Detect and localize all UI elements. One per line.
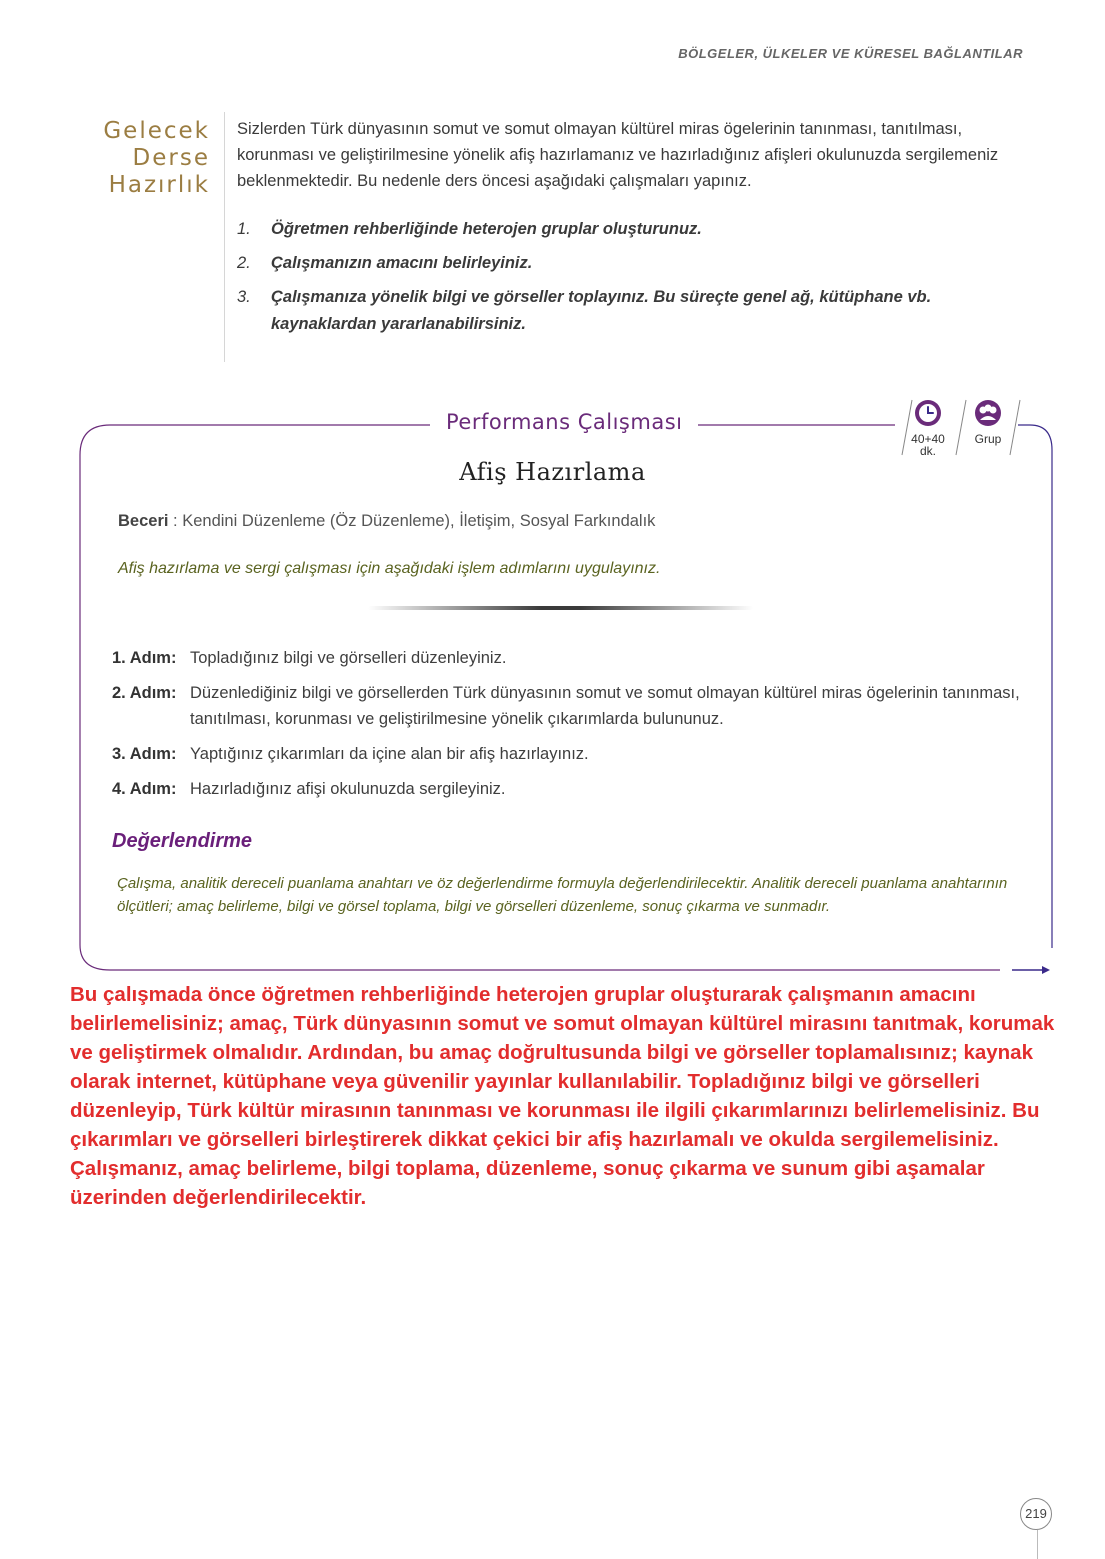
steps-list — [112, 645, 1032, 811]
divider — [368, 606, 753, 610]
step-item: 4. Adım: Hazırladığınız afişi okulunuzda sergileyiniz. — [112, 780, 506, 798]
clock-icon — [913, 398, 943, 428]
skill-line — [118, 512, 655, 531]
duration-value: 40+40 — [911, 432, 945, 446]
group-label: Grup — [974, 432, 1002, 446]
group-badge — [965, 398, 1011, 445]
duration-badge — [905, 398, 951, 457]
group-icon — [973, 398, 1003, 428]
step-item: 2. Adım: Düzenlediğiniz bilgi ve görsellerden Türk dünyasının somut ve somut olmayan kültürel miras ögelerinin tanınması, tanıtılması, korunması ve geliştirilmesine yönelik çıkarımlarda bulununuz. — [112, 684, 1020, 728]
prep-intro: Sizlerden Türk dünyasının somut ve somut olmayan kültürel miras ögelerinin tanınması, tanıtılması, korunması ve geliştirilmesine yönelik afiş hazırlamanız ve hazırladığınız afişleri okulunuzda sergilemeniz beklenmektedir. Bu nedenle ders öncesi aşağıdaki çalışmaları yapınız. — [237, 120, 999, 190]
prep-title-line2: Derse — [132, 145, 210, 171]
skill-separator: : — [173, 512, 178, 530]
evaluation-title: Değerlendirme — [112, 830, 253, 852]
list-item: 2. Çalışmanızın amacını belirleyiniz. — [237, 254, 533, 272]
instruction-text: Afiş hazırlama ve sergi çalışması için aşağıdaki işlem adımlarını uygulayınız. — [118, 560, 661, 577]
page-number: 219 — [1020, 1498, 1052, 1530]
step-item: 1. Adım: Topladığınız bilgi ve görselleri düzenleyiniz. — [112, 649, 507, 667]
answer-text: Bu çalışmada önce öğretmen rehberliğinde heterojen gruplar oluşturarak çalışmanın amacını belirlemelisiniz; amaç, Türk dünyasının somut ve somut olmayan kültürel mirasını tanıtmak, korumak ve geliştirmek olmalıdır. Ardından, bu amaç doğrultusunda bilgi ve görseller toplamalısınız; kaynak olarak internet, kütüphane veya güvenilir yayınlar kullanılabilir. Topladığınız bilgi ve görselleri düzenleyip, Türk kültür mirasının tanınması ve korunması ile ilgili çıkarımlarınızı belirlemelisiniz. Bu çıkarımları ve görselleri birleştirerek dikkat çekici bir afiş hazırlamalı ve okulda sergilemelisiniz. Çalışmanız, amaç belirleme, bilgi toplama, düzenleme, sonuç çıkarma ve sunum gibi aşamalar üzerinden değerlendirilecektir. — [70, 983, 1055, 1209]
page-number-rule — [1037, 1530, 1038, 1559]
card-title: Afiş Hazırlama — [459, 458, 646, 486]
list-item: 1. Öğretmen rehberliğinde heterojen gruplar oluşturunuz. — [237, 220, 702, 238]
prep-title-line3: Hazırlık — [108, 172, 210, 198]
duration-unit: dk. — [919, 444, 936, 458]
prep-title-line1: Gelecek — [103, 118, 210, 144]
skill-label: Beceri — [118, 512, 169, 530]
skill-values: Kendini Düzenleme (Öz Düzenleme), İletişim, Sosyal Farkındalık — [182, 512, 656, 530]
list-item: 3. Çalışmanıza yönelik bilgi ve görseller toplayınız. Bu süreçte genel ağ, kütüphane vb. kaynaklardan yararlanabilirsiniz. — [237, 288, 932, 333]
performance-label: Performans Çalışması — [440, 410, 688, 434]
evaluation-text: Çalışma, analitik dereceli puanlama anahtarı ve öz değerlendirme formuyla değerlendirilecektir. Analitik dereceli puanlama anahtarının ölçütleri; amaç belirleme, bilgi ve görsel toplama, bilgi ve görselleri düzenleme, sonuç çıkarma ve sunmadır. — [117, 875, 1008, 915]
step-item: 3. Adım: Yaptığınız çıkarımları da içine alan bir afiş hazırlayınız. — [112, 745, 589, 763]
chapter-header: BÖLGELER, ÜLKELER VE KÜRESEL BAĞLANTILAR — [678, 46, 1023, 61]
